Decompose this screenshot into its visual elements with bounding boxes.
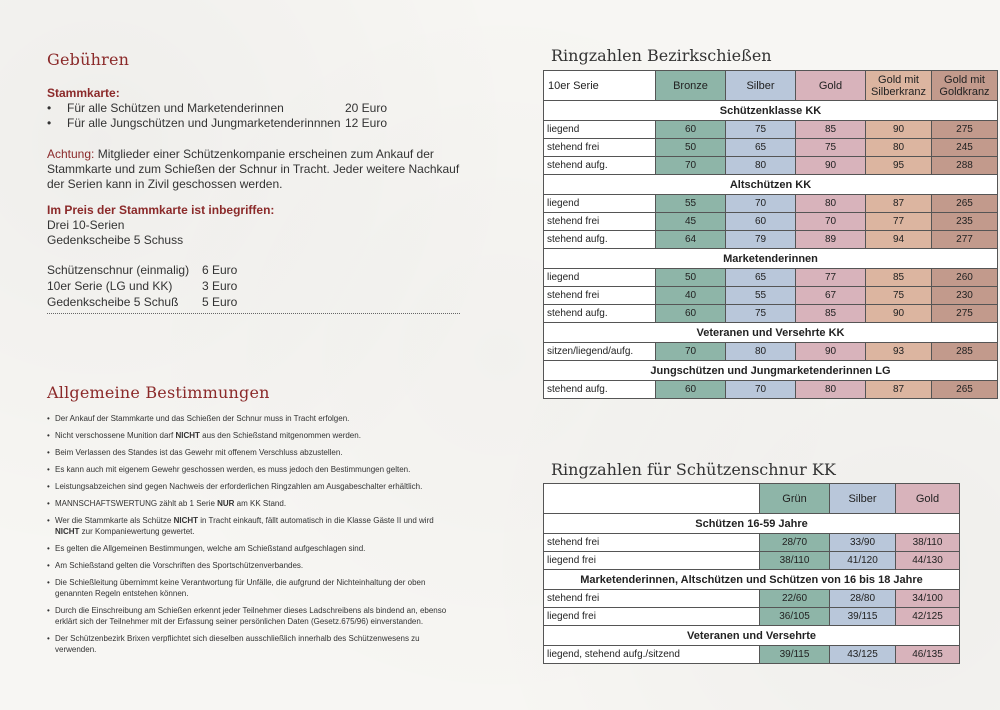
stammkarte-item-text: Für alle Schützen und Marketenderinnen <box>67 101 284 115</box>
rule-item <box>47 498 460 509</box>
table-cell: 38/110 <box>760 552 830 570</box>
price-value: 6 Euro <box>202 263 238 277</box>
bullet: • <box>47 448 50 457</box>
table-cell: 89 <box>796 231 866 249</box>
row-label: stehend frei <box>544 590 760 608</box>
row-label: liegend frei <box>544 608 760 626</box>
price-row <box>47 294 237 310</box>
table-row <box>544 552 960 570</box>
table-cell: 50 <box>656 139 726 157</box>
row-label: stehend frei <box>544 139 656 157</box>
rules-title: Allgemeine Bestimmungen <box>47 383 270 402</box>
section-title: Veteranen und Versehrte KK <box>544 323 998 343</box>
table-cell: 275 <box>932 121 998 139</box>
table-cell: 33/90 <box>830 534 896 552</box>
section-title: Jungschützen und Jungmarketenderinnen LG <box>544 361 998 381</box>
rule-text: Am Schießstand gelten die Vorschriften des Sportschützenverbandes. <box>55 561 304 570</box>
table-cell: 245 <box>932 139 998 157</box>
table-cell: 265 <box>932 195 998 213</box>
bullet: • <box>47 414 50 423</box>
table-cell: 90 <box>796 343 866 361</box>
price-list <box>47 262 237 310</box>
rule-emphasis: NUR <box>217 499 235 508</box>
header-silber: Silber <box>726 71 796 101</box>
table-cell: 85 <box>796 305 866 323</box>
included-list <box>47 218 183 248</box>
header-gruen: Grün <box>760 484 830 514</box>
table-cell: 60 <box>656 381 726 399</box>
table-cell: 288 <box>932 157 998 175</box>
rules-list <box>47 413 460 661</box>
rule-emphasis: NICHT <box>173 516 199 525</box>
row-label: stehend aufg. <box>544 157 656 175</box>
section-title: Altschützen KK <box>544 175 998 195</box>
table-cell: 87 <box>866 381 932 399</box>
achtung-text: Mitglieder einer Schützenkompanie erscheinen zum Ankauf der Stammkarte und zum Schießen der Schnur in Tracht. Jeder weitere Nachkauf der Serien kann in Zivil geschossen werden. <box>47 147 460 191</box>
rule-emphasis: NICHT <box>55 527 80 536</box>
bullet: • <box>47 544 50 553</box>
header-gold-silberkranz: Gold mit Silberkranz <box>866 71 932 101</box>
rule-text: Durch die Einschreibung am Schießen erkennt jeder Teilnehmer dieses Ladschreibens als bindend an, ebenso erklärt sich der Teilnehmer mit der Erfassung seiner persönlichen Daten (Gesetz.675/96) einverstanden. <box>55 606 447 626</box>
rule-text: Es gelten die Allgemeinen Bestimmungen, welche am Schießstand aufgeschlagen sind. <box>55 544 366 553</box>
table-cell: 87 <box>866 195 932 213</box>
table-row <box>544 213 998 231</box>
table-cell: 230 <box>932 287 998 305</box>
row-label: sitzen/liegend/aufg. <box>544 343 656 361</box>
section-title: Schützen 16-59 Jahre <box>544 514 960 534</box>
table-cell: 90 <box>866 305 932 323</box>
rule-text: Die Schießleitung übernimmt keine Verantwortung für Unfälle, die aufgrund der Nichteinhaltung der oben genannten Regeln entstehen können. <box>55 578 426 598</box>
rule-item <box>47 413 460 424</box>
table-cell: 70 <box>796 213 866 231</box>
section-row <box>544 323 998 343</box>
bullet: • <box>47 482 50 491</box>
table-cell: 285 <box>932 343 998 361</box>
table-cell: 277 <box>932 231 998 249</box>
table-cell: 50 <box>656 269 726 287</box>
table-cell: 70 <box>726 195 796 213</box>
price-row <box>47 278 237 294</box>
table-cell: 28/70 <box>760 534 830 552</box>
price-name: Schützenschnur (einmalig) <box>47 263 190 277</box>
stammkarte-item <box>47 116 387 131</box>
table-cell: 70 <box>656 157 726 175</box>
achtung-label: Achtung: <box>47 147 95 161</box>
section-row <box>544 175 998 195</box>
table-cell: 65 <box>726 269 796 287</box>
section-title: Schützenklasse KK <box>544 101 998 121</box>
header-empty <box>544 484 760 514</box>
section-row <box>544 570 960 590</box>
table-cell: 80 <box>726 343 796 361</box>
table-cell: 75 <box>726 121 796 139</box>
table-cell: 39/115 <box>830 608 896 626</box>
table-cell: 43/125 <box>830 646 896 664</box>
header-silber: Silber <box>830 484 896 514</box>
row-label: liegend <box>544 195 656 213</box>
table-cell: 64 <box>656 231 726 249</box>
rule-item <box>47 605 460 627</box>
included-label: Im Preis der Stammkarte ist inbegriffen: <box>47 203 275 217</box>
table2-wrapper <box>543 483 960 664</box>
bullet: • <box>47 101 52 115</box>
header-serie: 10er Serie <box>544 71 656 101</box>
rule-item <box>47 543 460 554</box>
rule-text: Beim Verlassen des Standes ist das Gewehr mit offenem Verschluss abzustellen. <box>55 448 343 457</box>
row-label: stehend aufg. <box>544 231 656 249</box>
rule-text: MANNSCHAFTSWERTUNG zählt ab 1 Serie <box>55 499 218 508</box>
table-cell: 85 <box>866 269 932 287</box>
price-name: 10er Serie (LG und KK) <box>47 279 173 293</box>
section-title: Veteranen und Versehrte <box>544 626 960 646</box>
table-row <box>544 269 998 287</box>
table-cell: 95 <box>866 157 932 175</box>
section-title: Marketenderinnen <box>544 249 998 269</box>
table-cell: 60 <box>656 121 726 139</box>
section-row <box>544 361 998 381</box>
table-cell: 39/115 <box>760 646 830 664</box>
table-cell: 46/135 <box>896 646 960 664</box>
row-label: liegend <box>544 121 656 139</box>
section-row <box>544 626 960 646</box>
row-label: stehend frei <box>544 213 656 231</box>
rule-text: Es kann auch mit eigenem Gewehr geschossen werden, es muss jedoch den Bestimmungen gelten. <box>55 465 411 474</box>
row-label: stehend frei <box>544 287 656 305</box>
table-cell: 235 <box>932 213 998 231</box>
table-cell: 80 <box>796 381 866 399</box>
table-cell: 90 <box>866 121 932 139</box>
stammkarte-label: Stammkarte: <box>47 86 120 100</box>
table-cell: 90 <box>796 157 866 175</box>
price-value: 5 Euro <box>202 295 238 309</box>
bullet: • <box>47 606 50 615</box>
stammkarte-item-price: 20 Euro <box>345 101 388 115</box>
rule-item <box>47 430 460 441</box>
header-bronze: Bronze <box>656 71 726 101</box>
table-cell: 60 <box>656 305 726 323</box>
table-cell: 22/60 <box>760 590 830 608</box>
table-cell: 275 <box>932 305 998 323</box>
section-title: Marketenderinnen, Altschützen und Schützen von 16 bis 18 Jahre <box>544 570 960 590</box>
ringzahlen-schnur-table <box>543 483 960 664</box>
rule-item <box>47 481 460 492</box>
table1-wrapper <box>543 70 998 399</box>
price-row <box>47 262 237 278</box>
table-header-row <box>544 484 960 514</box>
ringzahlen-bezirk-table <box>543 70 998 399</box>
stammkarte-item-price: 12 Euro <box>345 116 388 130</box>
table-cell: 94 <box>866 231 932 249</box>
table1-title: Ringzahlen Bezirkschießen <box>551 46 772 65</box>
rule-item <box>47 560 460 571</box>
bullet: • <box>47 634 50 643</box>
row-label: stehend aufg. <box>544 305 656 323</box>
table-row <box>544 590 960 608</box>
table-cell: 45 <box>656 213 726 231</box>
fees-title: Gebühren <box>47 50 130 69</box>
table-cell: 77 <box>866 213 932 231</box>
rule-item <box>47 633 460 655</box>
table-cell: 40 <box>656 287 726 305</box>
table-cell: 36/105 <box>760 608 830 626</box>
table-cell: 260 <box>932 269 998 287</box>
table-cell: 42/125 <box>896 608 960 626</box>
table-cell: 75 <box>796 139 866 157</box>
header-gold-goldkranz: Gold mit Goldkranz <box>932 71 998 101</box>
section-row <box>544 249 998 269</box>
table-cell: 70 <box>656 343 726 361</box>
stammkarte-item <box>47 101 387 116</box>
table-header-row <box>544 71 998 101</box>
row-label: liegend frei <box>544 552 760 570</box>
table-row <box>544 305 998 323</box>
rule-text: Der Ankauf der Stammkarte und das Schießen der Schnur muss in Tracht erfolgen. <box>55 414 350 423</box>
table-cell: 55 <box>656 195 726 213</box>
table-cell: 85 <box>796 121 866 139</box>
row-label: stehend aufg. <box>544 381 656 399</box>
rule-item <box>47 577 460 599</box>
table-row <box>544 195 998 213</box>
rule-emphasis: NICHT <box>175 431 200 440</box>
rule-text: am KK Stand. <box>234 499 287 508</box>
rule-text: Nicht verschossene Munition darf <box>55 431 176 440</box>
table-row <box>544 121 998 139</box>
rule-item <box>47 464 460 475</box>
table-row <box>544 231 998 249</box>
bullet: • <box>47 116 52 130</box>
table-row <box>544 343 998 361</box>
rule-text: Der Schützenbezirk Brixen verpflichtet sich dieselben ausschließlich innerhalb des Schützenwesens zu verwenden. <box>55 634 420 654</box>
rule-text: Wer die Stammkarte als Schütze <box>55 516 174 525</box>
stammkarte-item-text: Für alle Jungschützen und Jungmarketenderinnnen <box>67 116 341 130</box>
rule-text: in Tracht einkauft, fällt automatisch in die Klasse Gäste II und wird <box>198 516 434 525</box>
table-cell: 93 <box>866 343 932 361</box>
table-row <box>544 534 960 552</box>
header-gold: Gold <box>796 71 866 101</box>
table-cell: 79 <box>726 231 796 249</box>
table-cell: 80 <box>866 139 932 157</box>
bullet: • <box>47 578 50 587</box>
bullet: • <box>47 561 50 570</box>
row-label: stehend frei <box>544 534 760 552</box>
table-cell: 67 <box>796 287 866 305</box>
rule-text: Leistungsabzeichen sind gegen Nachweis der erforderlichen Ringzahlen am Ausgabeschalter erhältlich. <box>55 482 423 491</box>
rule-text: aus den Schießstand mitgenommen werden. <box>199 431 361 440</box>
row-label: liegend, stehend aufg./sitzend <box>544 646 760 664</box>
bullet: • <box>47 499 50 508</box>
table-row <box>544 139 998 157</box>
included-item: Drei 10-Serien <box>47 218 125 232</box>
table-cell: 38/110 <box>896 534 960 552</box>
section-row <box>544 101 998 121</box>
table-cell: 34/100 <box>896 590 960 608</box>
table-row <box>544 608 960 626</box>
table-row <box>544 157 998 175</box>
row-label: liegend <box>544 269 656 287</box>
rule-item <box>47 515 460 537</box>
table-cell: 80 <box>726 157 796 175</box>
table-cell: 60 <box>726 213 796 231</box>
header-gold: Gold <box>896 484 960 514</box>
table-cell: 44/130 <box>896 552 960 570</box>
included-item: Gedenkscheibe 5 Schuss <box>47 233 184 247</box>
section-row <box>544 514 960 534</box>
table-cell: 41/120 <box>830 552 896 570</box>
table-cell: 80 <box>796 195 866 213</box>
table-cell: 77 <box>796 269 866 287</box>
price-name: Gedenkscheibe 5 Schuß <box>47 295 179 309</box>
rule-item <box>47 447 460 458</box>
bullet: • <box>47 516 50 525</box>
table-cell: 265 <box>932 381 998 399</box>
rule-text: zur Kompaniewertung gewertet. <box>79 527 195 536</box>
bullet: • <box>47 431 50 440</box>
bullet: • <box>47 465 50 474</box>
table-cell: 75 <box>866 287 932 305</box>
table-row <box>544 646 960 664</box>
table-cell: 70 <box>726 381 796 399</box>
table-row <box>544 381 998 399</box>
table-cell: 55 <box>726 287 796 305</box>
price-value: 3 Euro <box>202 279 238 293</box>
table2-title: Ringzahlen für Schützenschnur KK <box>551 460 836 479</box>
table-cell: 28/80 <box>830 590 896 608</box>
achtung-note <box>47 147 462 192</box>
section-divider <box>47 313 460 314</box>
table-cell: 75 <box>726 305 796 323</box>
table-row <box>544 287 998 305</box>
table-cell: 65 <box>726 139 796 157</box>
stammkarte-list <box>47 101 387 131</box>
